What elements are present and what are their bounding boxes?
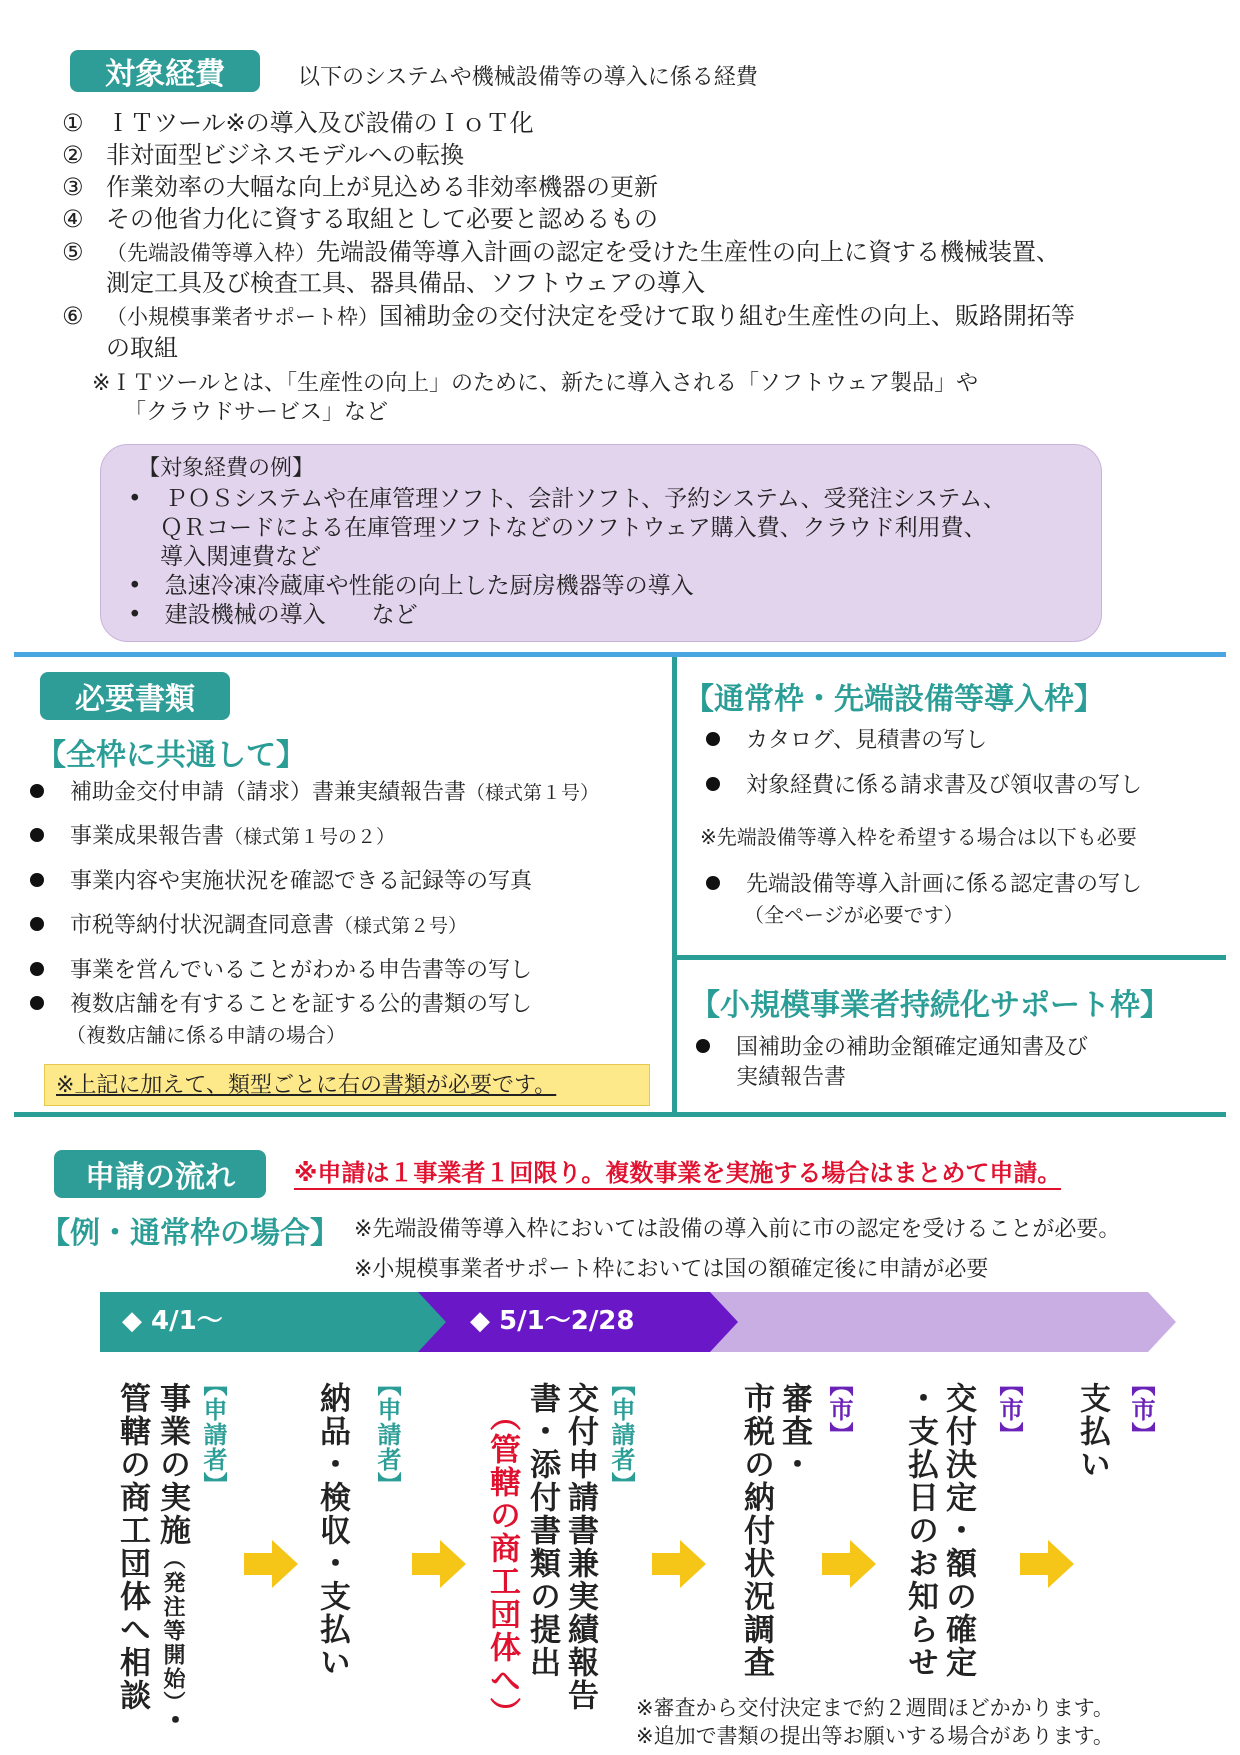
- tsujo-heading: 【通常枠・先端設備等導入枠】: [684, 682, 1104, 717]
- arrow-icon-3: [652, 1540, 706, 1588]
- step4-text-2: 市税の納付状況調査: [738, 1382, 774, 1679]
- step5-text-2: ・支払日のお知らせ: [902, 1382, 938, 1679]
- arrow-icon-2: [412, 1540, 466, 1588]
- taisho-item-1: ① ＩＴツール※の導入及び設備のＩｏＴ化: [62, 109, 534, 137]
- step1-text-1: 事業の実施（発注等開始）・: [154, 1382, 190, 1737]
- timeline-label-1: ◆ 4/1〜: [122, 1306, 223, 1336]
- shokibo-doc: 国補助金の補助金額確定通知書及び: [696, 1033, 1088, 1063]
- sentan-doc-cont: （全ページが必要です）: [744, 903, 964, 927]
- examples-title: 【対象経費の例】: [138, 456, 315, 481]
- hitsuyo-tag: 必要書類: [40, 672, 230, 720]
- common-doc-2: 事業成果報告書（様式第１号の２）: [30, 822, 395, 852]
- common-heading: 【全枠に共通して】: [36, 738, 306, 773]
- example-3: • 建設機械の導入 など: [128, 602, 418, 628]
- example-1-cont-1: ＱＲコードによる在庫管理ソフトなどのソフトウェア購入費、クラウド利用費、: [160, 515, 987, 541]
- example-2: • 急速冷凍冷蔵庫や性能の向上した厨房機器等の導入: [128, 573, 694, 599]
- tsujo-doc-1: カタログ、見積書の写し: [706, 726, 987, 756]
- it-tool-note-1: ※ＩＴツールとは、「生産性の向上」のために、新たに導入される「ソフトウェア製品」や: [92, 371, 979, 396]
- timeline-label-2: ◆ 5/1〜2/28: [470, 1306, 635, 1336]
- sentan-doc: 先端設備等導入計画に係る認定書の写し: [706, 870, 1142, 900]
- step2-text-1: 納品・検収・支払い: [314, 1382, 350, 1679]
- flow-footnote-1: ※審査から交付決定まで約２週間ほどかかります。: [636, 1696, 1114, 1720]
- taisho-tag: 対象経費: [70, 50, 260, 92]
- arrow-icon-5: [1020, 1540, 1074, 1588]
- highlight-note: ※上記に加えて、類型ごとに右の書類が必要です。: [56, 1073, 557, 1098]
- step5-role: 【市】: [995, 1372, 1023, 1447]
- example-1-cont-2: 導入関連費など: [160, 544, 321, 570]
- shokibo-doc-cont: 実績報告書: [736, 1065, 847, 1090]
- step5-text-1: 交付決定・額の確定: [940, 1382, 976, 1679]
- example-1: • ＰＯＳシステムや在庫管理ソフト、会計ソフト、予約システム、受発注システム、: [128, 486, 1006, 512]
- step3-text-3: （管轄の商工団体へ）: [484, 1400, 520, 1730]
- arrow-icon-1: [244, 1540, 298, 1588]
- step3-text-1: 交付申請書兼実績報告: [562, 1382, 598, 1712]
- step3-text-2: 書・添付書類の提出: [524, 1382, 560, 1679]
- flow-example-heading: 【例・通常枠の場合】: [40, 1216, 340, 1251]
- it-tool-note-2: 「クラウドサービス」など: [124, 400, 389, 425]
- common-doc-1: 補助金交付申請（請求）書兼実績報告書（様式第１号）: [30, 778, 599, 808]
- taisho-item-3: ③ 作業効率の大幅な向上が見込める非効率機器の更新: [62, 173, 658, 201]
- step4-role: 【市】: [825, 1372, 853, 1447]
- taisho-item-5-cont: 測定工具及び検査工具、器具備品、ソフトウェアの導入: [106, 269, 706, 297]
- flow-tag: 申請の流れ: [54, 1150, 266, 1198]
- step1-text-2: 管轄の商工団体へ相談: [114, 1382, 150, 1712]
- flow-note-2: ※小規模事業者サポート枠においては国の額確定後に申請が必要: [354, 1257, 989, 1282]
- sentan-note: ※先端設備等導入枠を希望する場合は以下も必要: [700, 825, 1137, 849]
- taisho-item-5: ⑤ （先端設備等導入枠）先端設備等導入計画の認定を受けた生産性の向上に資する機械装置、: [62, 238, 1060, 266]
- arrow-icon-4: [822, 1540, 876, 1588]
- common-doc-5: 事業を営んでいることがわかる申告書等の写し: [30, 956, 532, 986]
- taisho-item-6-cont: の取組: [106, 334, 178, 362]
- step6-text-1: 支払い: [1074, 1382, 1110, 1481]
- flow-warning: ※申請は１事業者１回限り。複数事業を実施する場合はまとめて申請。: [294, 1158, 1061, 1190]
- step3-role: 【申請者】: [607, 1372, 635, 1497]
- taisho-item-4: ④ その他省力化に資する取組として必要と認めるもの: [62, 205, 658, 233]
- step4-text-1: 審査・: [776, 1382, 812, 1481]
- taisho-item-6: ⑥ （小規模事業者サポート枠）国補助金の交付決定を受けて取り組む生産性の向上、販路開拓等: [62, 302, 1075, 330]
- taisho-item-2: ② 非対面型ビジネスモデルへの転換: [62, 141, 465, 169]
- shokibo-heading: 【小規模事業者持続化サポート枠】: [690, 988, 1170, 1023]
- taisho-subtitle: 以下のシステムや機械設備等の導入に係る経費: [298, 65, 758, 90]
- common-doc-6: 複数店舗を有することを証する公的書類の写し: [30, 990, 532, 1020]
- flow-footnote-2: ※追加で書類の提出等お願いする場合があります。: [636, 1724, 1114, 1748]
- tsujo-doc-2: 対象経費に係る請求書及び領収書の写し: [706, 771, 1142, 801]
- common-doc-3: 事業内容や実施状況を確認できる記録等の写真: [30, 867, 532, 897]
- step2-role: 【申請者】: [373, 1372, 401, 1497]
- common-doc-6-cont: （複数店舗に係る申請の場合）: [66, 1023, 346, 1047]
- flow-note-1: ※先端設備等導入枠においては設備の導入前に市の認定を受けることが必要。: [354, 1217, 1121, 1242]
- common-doc-4: 市税等納付状況調査同意書（様式第２号）: [30, 911, 467, 941]
- step1-role: 【申請者】: [199, 1372, 227, 1497]
- step6-role: 【市】: [1127, 1372, 1155, 1447]
